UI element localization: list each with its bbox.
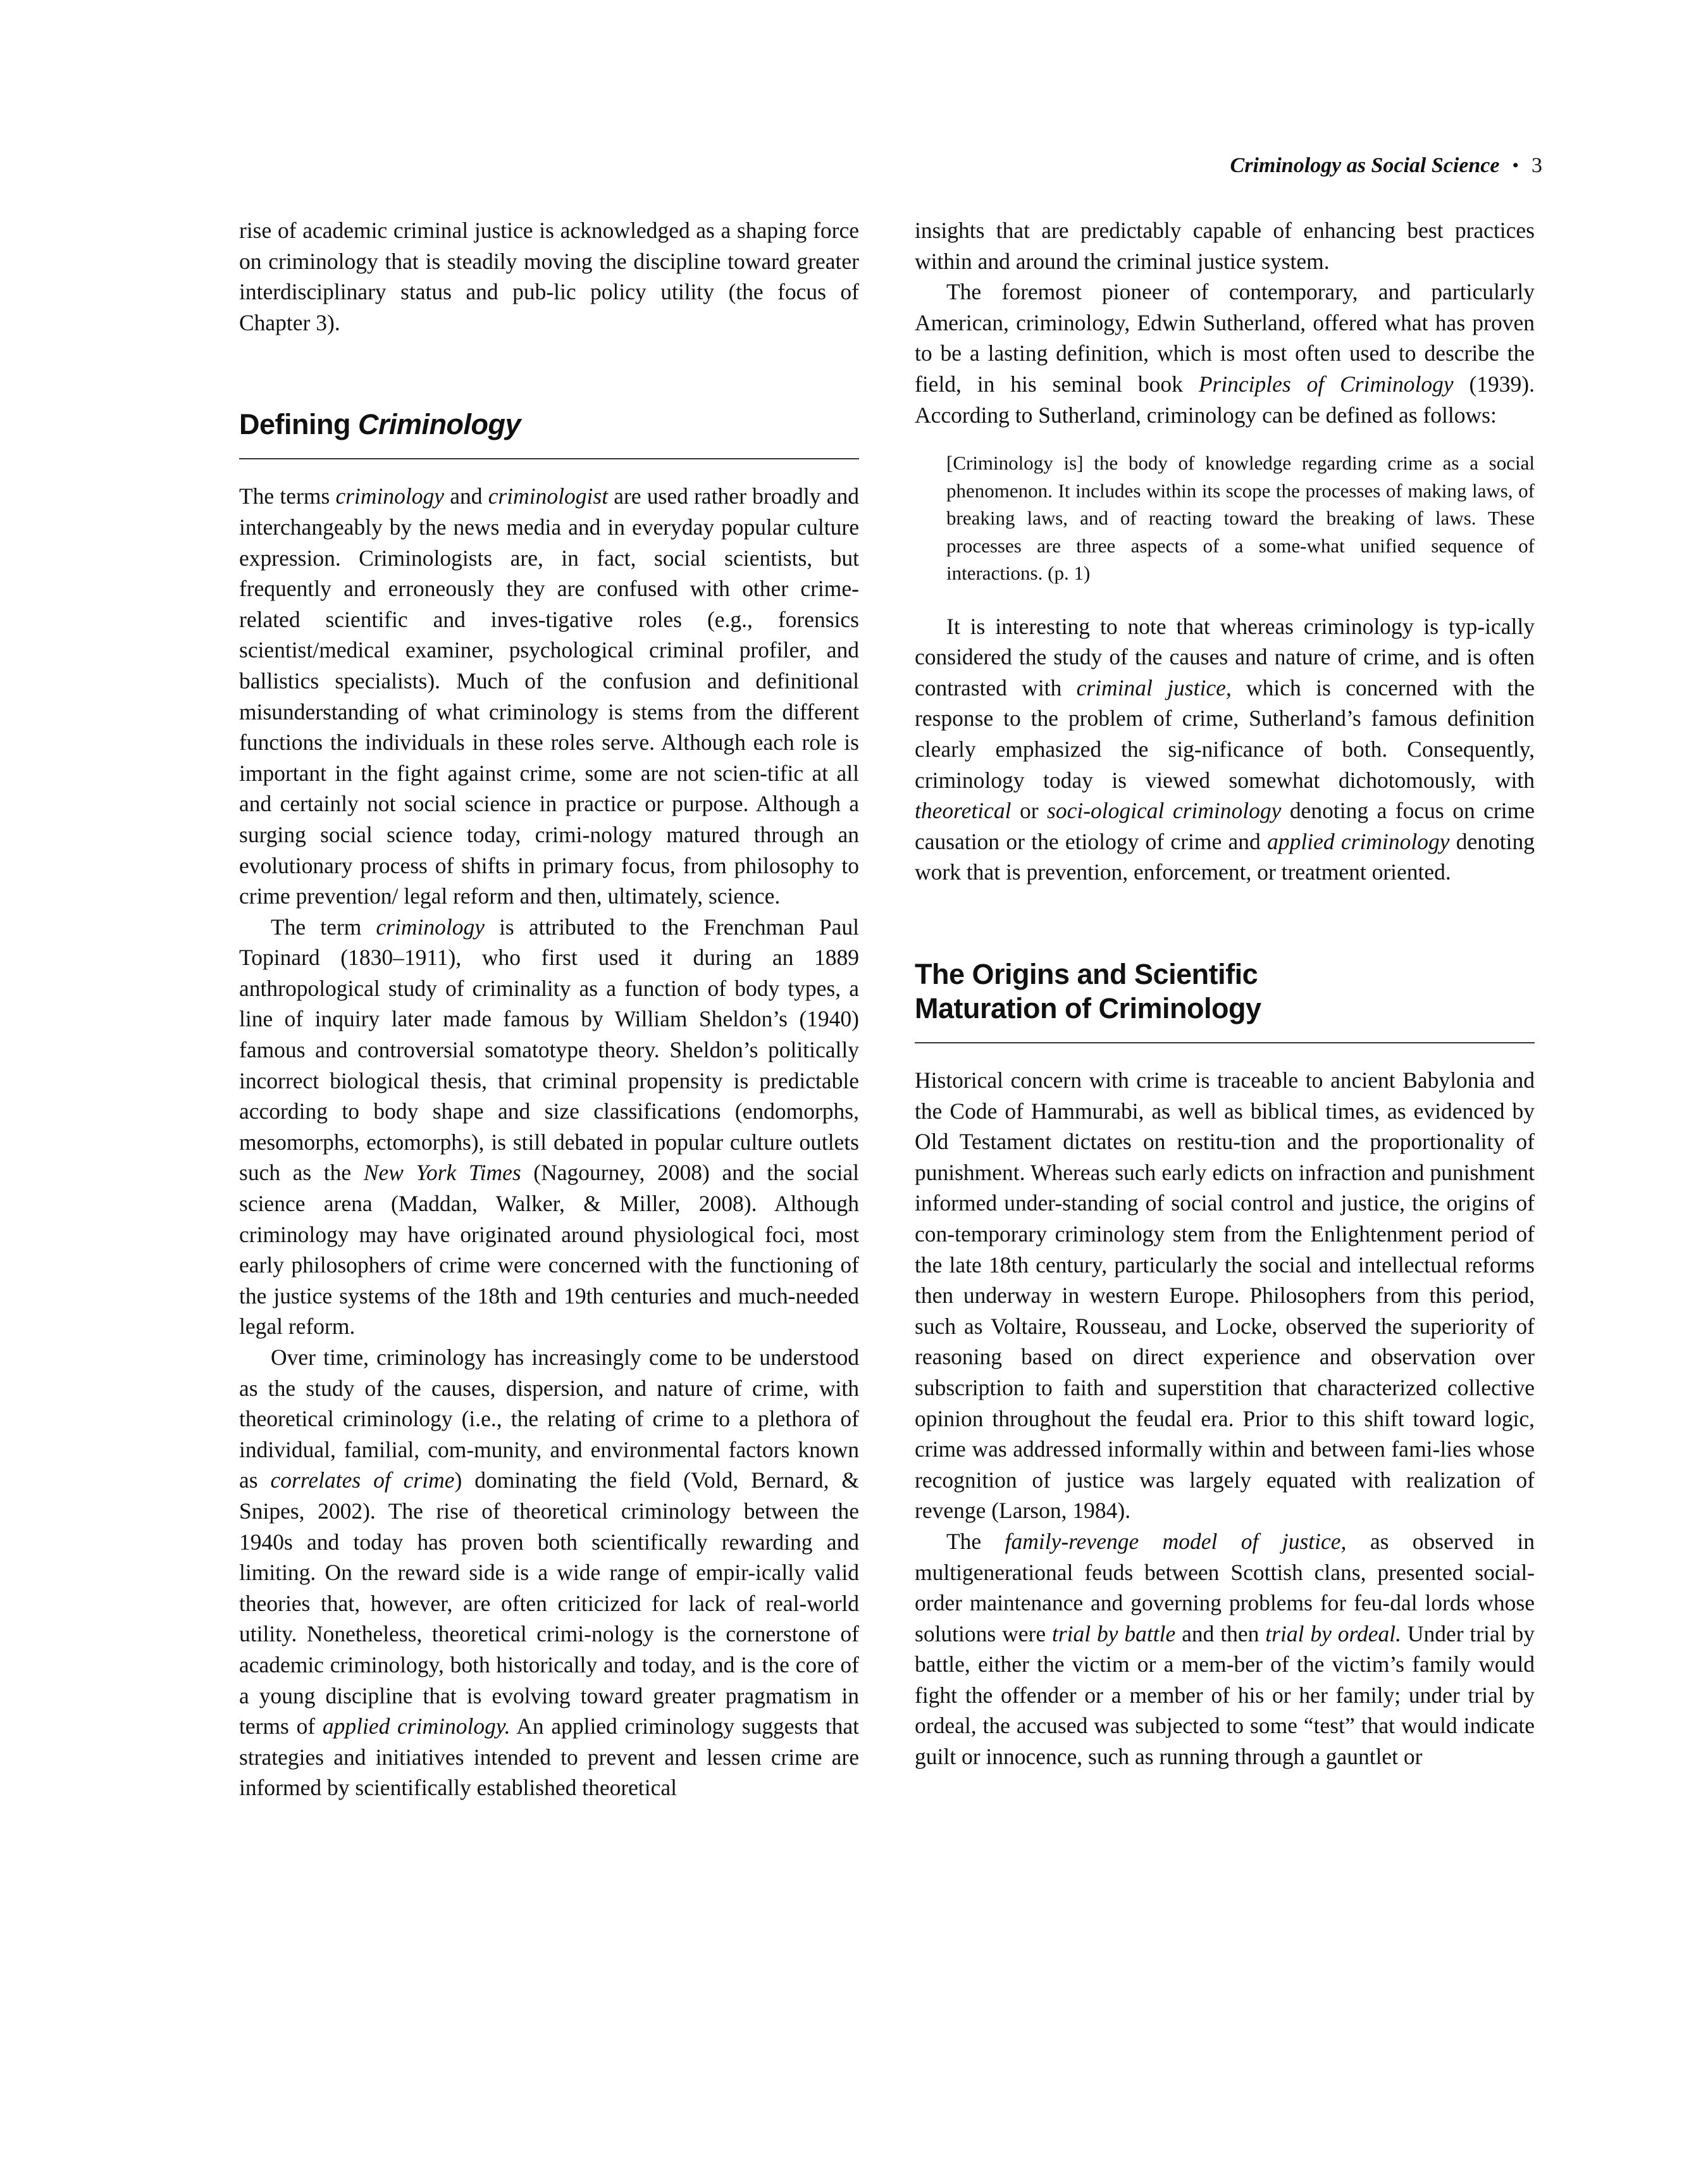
paragraph [239, 912, 859, 1342]
italic-term: criminology [376, 914, 485, 940]
text-run: Under trial by battle, either the victim or a mem-ber of the victim’s family would fight the offender or a member of his or her family; under trial by ordeal, the accused was subjected to some “test” that would indicate guilt or innocence, such as running through a gauntlet or [915, 1620, 1535, 1770]
italic-term: criminology [335, 483, 445, 509]
heading-text-italic: Criminology [357, 408, 521, 441]
text-run: and [444, 483, 488, 509]
section-heading-origins [915, 957, 1535, 1026]
left-column [239, 215, 859, 1803]
section-heading-defining-criminology [239, 407, 859, 442]
text-run: is attributed to the Frenchman Paul Topinard (1830–1911), who first used it during an 1889 anthropological study of criminality as a function of body types, a line of inquiry later made famous by William Sheldon’s (1940) famous and controversial somatotype theory. Sheldon’s politically incorrect biological thesis, that criminal propensity is predictable according to body shape and size classifications (endomorphs, mesomorphs, ectomorphs), is still debated in popular culture outlets such as the [239, 914, 859, 1186]
heading-line: The Origins and Scientific [915, 958, 1258, 990]
text-run: The [946, 1528, 1005, 1554]
paragraph [915, 1526, 1535, 1772]
italic-term: New York Times [363, 1160, 521, 1186]
italic-term: criminologist [488, 483, 609, 509]
italic-term: theoretical [915, 798, 1012, 824]
page-number: 3 [1532, 154, 1542, 177]
paragraph [239, 481, 859, 911]
paragraph: Historical concern with crime is traceable to ancient Babylonia and the Code of Hammurabi, as well as biblical times, as evidenced by Old Testament dictates on restitu-tion and the proportionality of punishment. Whereas such early edicts on infraction and punishment informed under-standing of social control and justice, the origins of con-temporary criminology stem from the Enlightenment period of the late 18th century, particularly the social and intellectual reforms then underway in western Europe. Philosophers from this period, such as Voltaire, Rousseau, and Locke, observed the superiority of reasoning based on direct experience and observation over subscription to faith and superstition that characterized collective opinion throughout the feudal era. Prior to this shift toward logic, crime was addressed informally within and between fami-lies whose recognition of justice was largely equated with realization of revenge (Larson, 1984). [915, 1067, 1535, 1524]
text-run: or [1011, 798, 1048, 824]
text-run: Over time, criminology has increasingly come to be understood as the study of the causes, dispersion, and nature of crime, with theoretical criminology (i.e., the relating of crime to a plethora of individual, familial, com-munity, and environmental factors known as [239, 1345, 859, 1493]
text-run: The foremost pioneer of contemporary, and particularly American, criminology, Edwin Sutherland, offered what has proven to be a lasting definition, which is most often used to describe the field, in his seminal book [915, 279, 1535, 397]
paragraph-continued: insights that are predictably capable of enhancing best practices within and around the criminal justice system. [915, 218, 1535, 274]
italic-term: trial by ordeal. [1265, 1620, 1401, 1646]
text-run: It is interesting to note that whereas criminology is typ-ically considered the study of the causes and nature of crime, and is often contrasted with [915, 613, 1535, 700]
heading-line: Maturation of Criminology [915, 992, 1261, 1024]
italic-term: correlates of crime [270, 1467, 455, 1493]
text-run: denoting work that is prevention, enforcement, or treatment oriented. [915, 828, 1535, 885]
italic-book-title: Principles of Criminology [1198, 371, 1454, 397]
paragraph [915, 611, 1535, 888]
text-run: (Nagourney, 2008) and the social science arena (Maddan, Walker, & Miller, 2008). Although criminology may have originated around physiological foci, most early philosophers of crime were concerned with the functioning of the justice systems of the 18th and 19th centuries and much-needed legal reform. [239, 1160, 859, 1340]
text-run: are used rather broadly and interchangeably by the news media and in everyday popular culture expression. Criminologists are, in fact, social scientists, but frequently and erroneously they are confused with other crime-related scientific and inves-tigative roles (e.g., forensics scientist/medical examiner, psychological criminal profiler, and ballistics specialists). Much of the confusion and definitional misunderstanding of what criminology is stems from the different functions the individuals in these roles serve. Although each role is important in the fight against crime, some are not scien-tific at all and certainly not social science in practice or purpose. Although a surging social science today, crimi-nology matured through an evolutionary process of shifts in primary focus, from philosophy to crime prevention/ legal reform and then, ultimately, science. [239, 483, 860, 909]
bullet-icon: • [1512, 155, 1519, 176]
italic-term: criminal justice, [1076, 675, 1232, 700]
text-run: (1939). According to Sutherland, criminology can be defined as follows: [915, 371, 1535, 428]
right-column [915, 215, 1535, 1772]
text-run: ) dominating the field (Vold, Bernard, & Snipes, 2002). The rise of theoretical criminology between the 1940s and today has proven both scientifically rewarding and limiting. On the reward side is a wide range of empir-ically valid theories that, however, are often criticized for lack of real-world utility. Nonetheless, theoretical crimi-nology is the cornerstone of academic criminology, both historically and today, and is the core of a young discipline that is evolving toward greater pragmatism in terms of [239, 1467, 859, 1739]
italic-term: soci-ological criminology [1047, 798, 1282, 824]
block-quote: [Criminology is] the body of knowledge regarding crime as a social phenomenon. It includes within its scope the processes of making laws, of breaking laws, and of reacting toward the breaking of laws. These processes are three aspects of a some-what unified sequence of interactions. (p. 1) [946, 452, 1535, 585]
paragraph [239, 1342, 859, 1803]
italic-term: trial by battle [1051, 1620, 1176, 1646]
italic-term: applied criminology. [322, 1713, 511, 1739]
paragraph-continued: rise of academic criminal justice is acknowledged as a shaping force on criminology that is steadily moving the discipline toward greater interdisciplinary status and pub-lic policy utility (the focus of Chapter 3). [239, 218, 859, 335]
text-run: An applied criminology suggests that strategies and initiatives intended to prevent and lessen crime are informed by scientifically established theoretical [239, 1713, 859, 1801]
text-run: The terms [239, 483, 336, 509]
italic-term: family-revenge model of justice, [1005, 1528, 1347, 1554]
text-run: The term [271, 914, 376, 940]
running-head-title: Criminology as Social Science [1230, 154, 1500, 177]
heading-text: Defining [239, 408, 358, 441]
italic-term: applied criminology [1267, 828, 1450, 854]
text-run: and then [1175, 1620, 1266, 1646]
text-run: which is concerned with the response to the problem of crime, Sutherland’s famous definition clearly emphasized the sig-nificance of both. Consequently, criminology today is viewed somewhat dichotomously, with [915, 675, 1535, 793]
paragraph [915, 277, 1535, 430]
text-run: denoting a focus on crime causation or the etiology of crime and [915, 798, 1535, 854]
text-run: as observed in multigenerational feuds between Scottish clans, presented social-order maintenance and governing problems for feu-dal lords whose solutions were [915, 1528, 1535, 1646]
running-head [1230, 154, 1542, 178]
